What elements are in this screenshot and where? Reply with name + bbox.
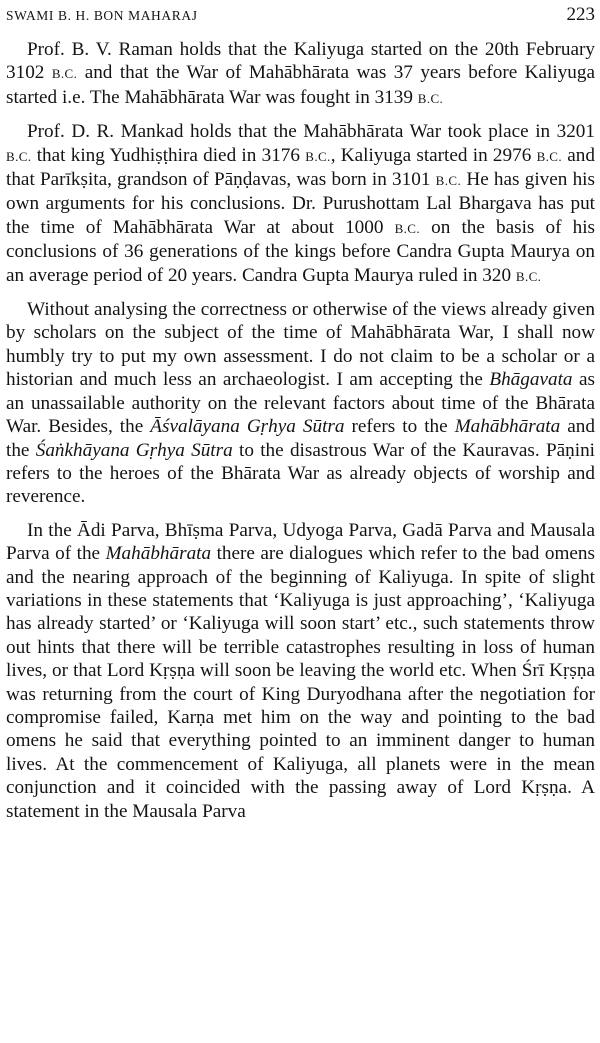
paragraph-1: Prof. B. V. Raman holds that the Kaliyuga started on the 20th February 3102 B.C. and that the War of Mahābhārata was 37 years before Kaliyuga started i.e. The Mahābhārata War was fought in 3139 B.C.: [6, 39, 595, 108]
running-head: [6, 4, 595, 38]
paragraph-3: Without analysing the correctness or otherwise of the views already given by scholars on the subject of the time of Mahābhārata War, I shall now humbly try to put my own assessment. I do not claim to be a scholar or a historian and much less an archaeologist. I am accepting the Bhāgavata as an unassailable authority on the relevant factors about time of the Bhārata War. Besides, the Āśvalāyana Gṛhya Sūtra refers to the Mahābhārata and the Śaṅkhāyana Gṛhya Sūtra to the disastrous War of the Kauravas. Pāṇini refers to the heroes of the Bhārata War as already objects of worship and reverence.: [6, 299, 595, 508]
paragraph-2: Prof. D. R. Mankad holds that the Mahābhārata War took place in 3201 B.C. that king Yudhiṣṭhira died in 3176 B.C., Kaliyuga started in 2976 B.C. and that Parīkṣita, grandson of Pāṇḍavas, was born in 3101 B.C. He has given his own arguments for his conclusions. Dr. Purushottam Lal Bhargava has put the time of Mahābhārata War at about 1000 B.C. on the basis of his conclusions of 36 generations of the kings before Candra Gupta Maurya on an average period of 20 years. Candra Gupta Maurya ruled in 320 B.C.: [6, 121, 595, 286]
paragraph-4: In the Ādi Parva, Bhīṣma Parva, Udyoga Parva, Gadā Parva and Mausala Parva of the Mahābhārata there are dialogues which refer to the bad omens and the nearing approach of the beginning of Kaliyuga. In spite of slight variations in these statements that ‘Kaliyuga is just approaching’, ‘Kaliyuga has already started’ or ‘Kaliyuga will soon start’ etc., such statements throw out hints that there will be terrible catastrophes resulting in loss of human lives, or that Lord Kṛṣṇa will soon be leaving the world etc. When Śrī Kṛṣṇa was returning from the court of King Duryodhana after the negotiation for compromise failed, Karṇa met him on the way and pointing to the bad omens he said that everything pointed to an imminent danger to human lives. At the commencement of Kaliyuga, all planets were in the mean conjunction and it coincided with the passing away of Lord Kṛṣṇa. A statement in the Mausala Parva: [6, 519, 595, 822]
page-number: 223: [566, 4, 595, 25]
body-text: [6, 38, 595, 823]
running-head-author: SWAMI B. H. BON MAHARAJ: [6, 8, 198, 23]
